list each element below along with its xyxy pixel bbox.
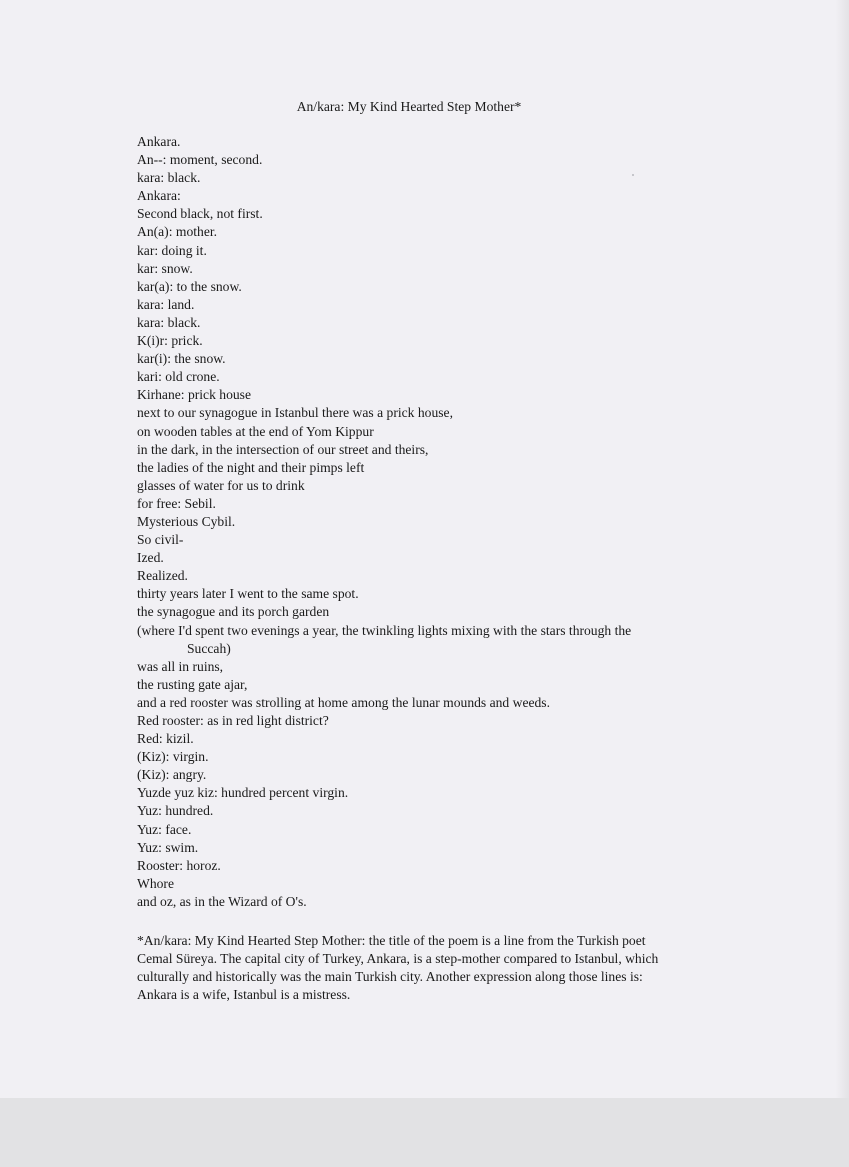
footnote-line: culturally and historically was the main Turkish city. Another expression along those lines is:	[137, 969, 643, 984]
poem-line: Yuzde yuz kiz: hundred percent virgin.	[137, 785, 349, 801]
poem-line: the ladies of the night and their pimps left	[137, 459, 365, 475]
scan-bottom-margin	[0, 1098, 849, 1167]
poem-line: thirty years later I went to the same spot.	[137, 586, 359, 602]
poem-line: Red: kizil.	[137, 731, 194, 747]
poem-line: kara: land.	[137, 296, 195, 312]
poem-title: An/kara: My Kind Hearted Step Mother*	[296, 99, 522, 114]
footnote-line: Ankara is a wife, Istanbul is a mistress.	[137, 987, 351, 1002]
page-edge-shadow	[835, 0, 849, 1098]
poem-line: Yuz: face.	[137, 821, 192, 837]
poem-line: Yuz: swim.	[137, 839, 199, 855]
poem-line: on wooden tables at the end of Yom Kippur	[137, 423, 374, 439]
poem-line: kari: old crone.	[137, 369, 220, 385]
poem-line: in the dark, in the intersection of our street and theirs,	[137, 441, 429, 457]
poem-line: kara: black.	[137, 170, 201, 186]
poem-line: Red rooster: as in red light district?	[137, 713, 329, 728]
poem-line: Ized.	[137, 550, 164, 566]
poem-line: Realized.	[137, 568, 188, 584]
poem-line: and a red rooster was strolling at home among the lunar mounds and weeds.	[137, 694, 550, 710]
footnote-line: Cemal Süreya. The capital city of Turkey, Ankara, is a step-mother compared to Istanbul, which	[137, 951, 659, 966]
poem-line: glasses of water for us to drink	[137, 477, 305, 493]
poem-line: was all in ruins,	[137, 658, 224, 674]
poem-line: kara: black.	[137, 314, 201, 330]
poem-line: kar(a): to the snow.	[137, 278, 242, 294]
poem-line: Ankara:	[137, 188, 181, 204]
poem-line: the rusting gate ajar,	[137, 676, 248, 692]
poem-line: Kirhane: prick house	[137, 387, 252, 403]
poem-line: the synagogue and its porch garden	[137, 604, 330, 620]
poem-line: Ankara.	[137, 134, 181, 149]
poem-line: for free: Sebil.	[137, 495, 216, 511]
poem-line: (where I'd spent two evenings a year, the twinkling lights mixing with the stars through the	[137, 622, 632, 638]
poem-line: Rooster: horoz.	[137, 857, 221, 873]
poem-line: next to our synagogue in Istanbul there was a prick house,	[137, 405, 453, 421]
poem-line: Mysterious Cybil.	[137, 513, 236, 529]
poem-line: An--: moment, second.	[137, 152, 263, 168]
poem-line: kar(i): the snow.	[137, 351, 226, 367]
footnote	[137, 932, 737, 1004]
poem-line: (Kiz): angry.	[137, 767, 207, 783]
poem-line: kar: doing it.	[137, 242, 207, 258]
poem-line: Whore	[137, 875, 174, 891]
poem-line: (Kiz): virgin.	[137, 749, 209, 765]
poem-body	[137, 133, 777, 911]
poem-line: K(i)r: prick.	[137, 333, 203, 349]
poem-line: Second black, not first.	[137, 206, 263, 222]
poem-line: kar: snow.	[137, 260, 193, 276]
poem-line: Yuz: hundred.	[137, 803, 214, 819]
poem-line: and oz, as in the Wizard of O's.	[137, 893, 307, 909]
poem-line: So civil-	[137, 532, 184, 548]
poem-line-indented: Succah)	[187, 640, 231, 656]
footnote-line: *An/kara: My Kind Hearted Step Mother: the title of the poem is a line from the Turkish poet	[137, 933, 646, 948]
poem-line: An(a): mother.	[137, 224, 218, 240]
